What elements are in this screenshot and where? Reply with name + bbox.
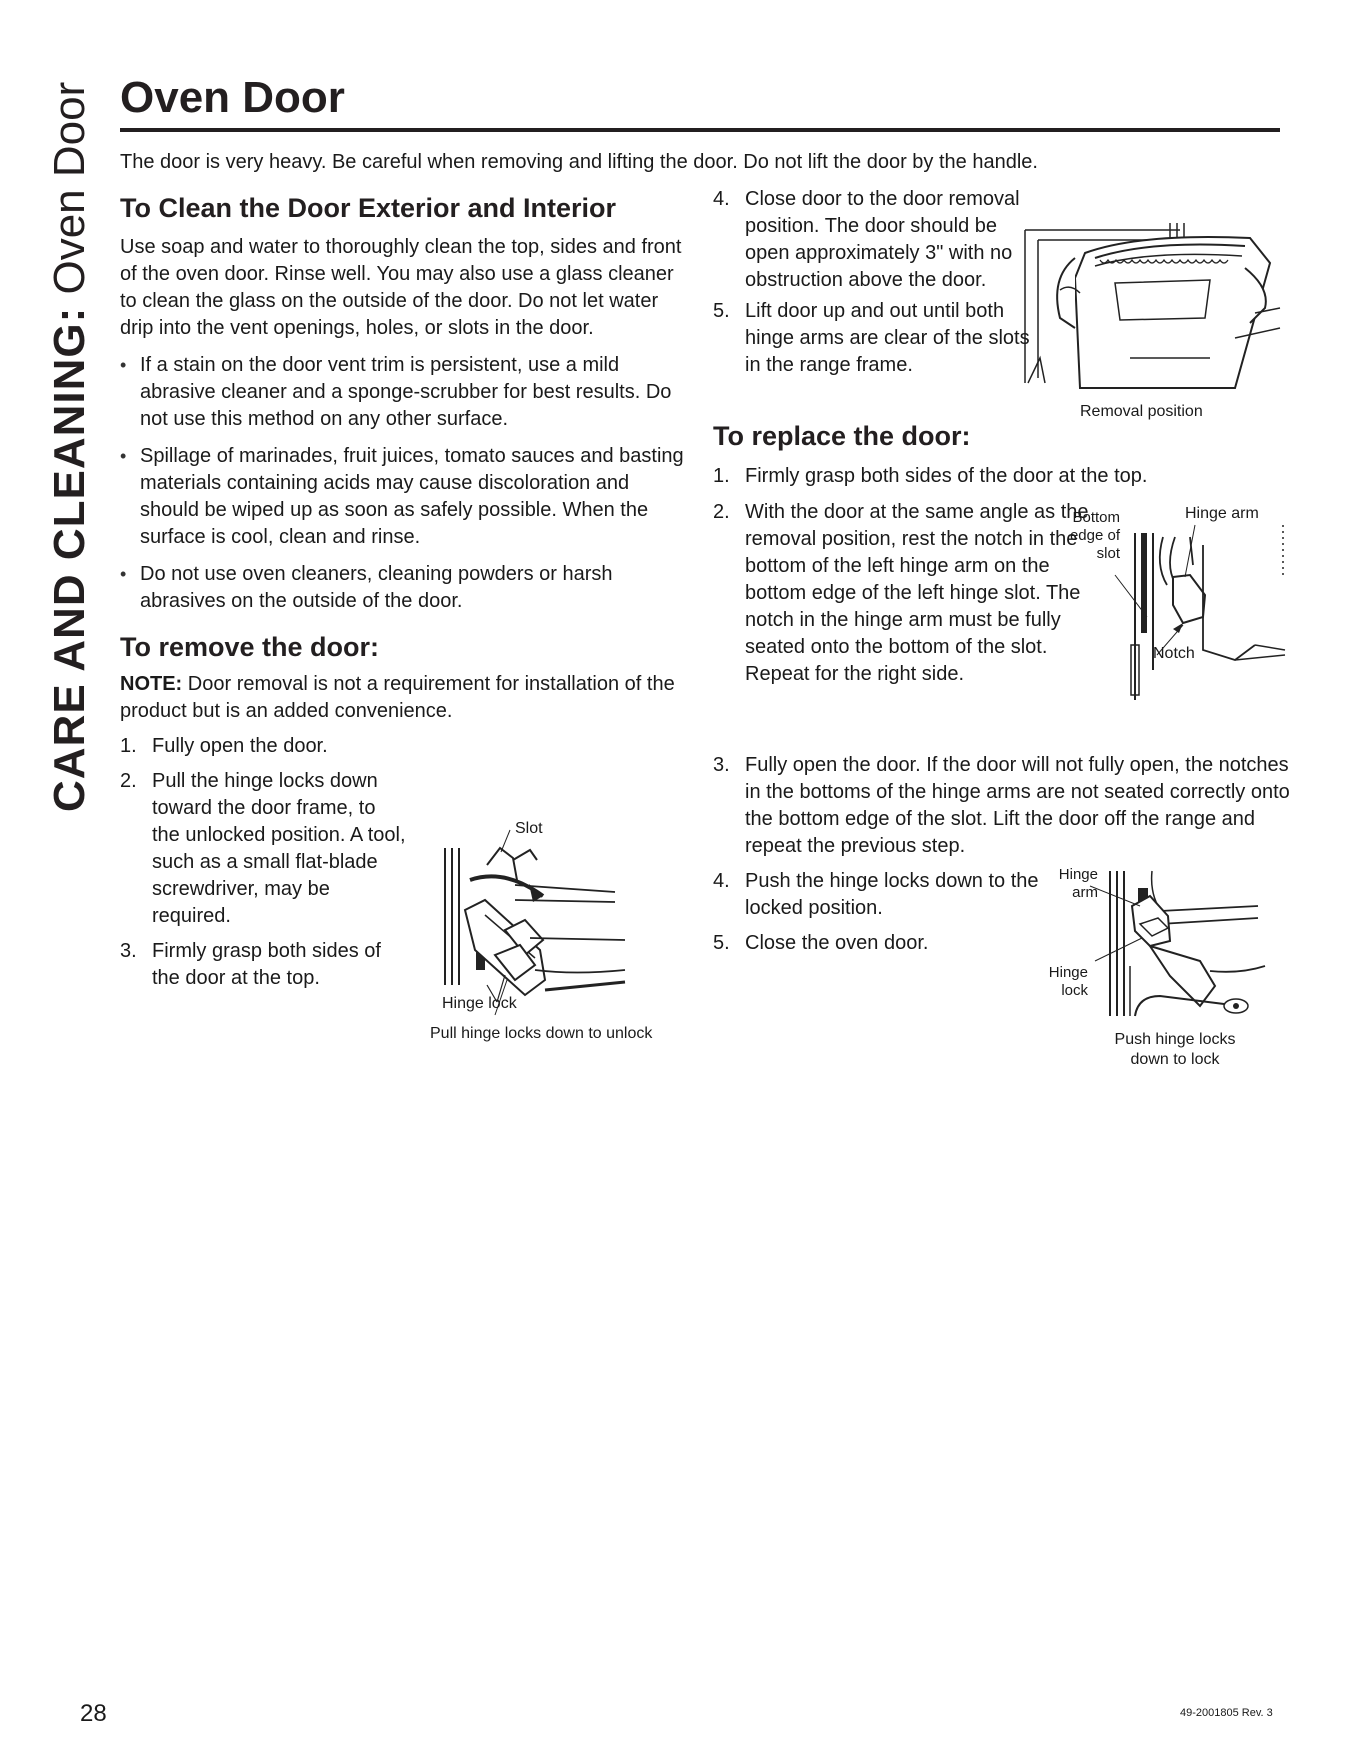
step-text: Fully open the door. If the door will not fully open, the notches in the bottoms of the hinge arms are not seated correctly onto the bottom edge of the slot. Lift the door off the range and repeat the previous step. xyxy=(745,754,1290,857)
note-text: Door removal is not a requirement for installation of the product but is an added convenience. xyxy=(120,673,675,722)
label-hinge-arm: Hinge arm xyxy=(1058,866,1098,901)
removal-illustration xyxy=(1020,218,1280,388)
clean-bullet: • If a stain on the door vent trim is persistent, use a mild abrasive cleaner and a sponge-scrubber for best results. Do not use this method on any other surface. xyxy=(120,352,692,433)
note-label: NOTE: xyxy=(120,673,183,695)
step-text: Fully open the door. xyxy=(152,735,328,757)
replace-step xyxy=(713,463,1305,490)
label-bottom-edge: Bottom edge of slot xyxy=(1069,509,1120,562)
figure-notch xyxy=(1055,505,1285,705)
step-number: 3. xyxy=(713,754,730,776)
step-number: 5. xyxy=(713,932,730,954)
figure-removal xyxy=(1020,218,1280,428)
step-number: 2. xyxy=(713,501,730,523)
step-number: 3. xyxy=(120,940,137,962)
clean-bullets xyxy=(120,352,692,615)
document-code: 49-2001805 Rev. 3 xyxy=(1180,1707,1273,1719)
clean-bullet: • Spillage of marinades, fruit juices, tomato sauces and basting materials containing acids may cause discoloration and should be wiped up as soon as safely possible. When the surface is cool, clean and rinse. xyxy=(120,443,692,551)
step-number: 4. xyxy=(713,188,730,210)
figure-unlock xyxy=(425,820,695,1050)
intro-warning: The door is very heavy. Be careful when removing and lifting the door. Do not lift the door by the handle. xyxy=(120,151,1038,173)
figure-lock xyxy=(1040,866,1280,1076)
replace-step xyxy=(713,868,1075,922)
remove-step xyxy=(120,733,692,760)
remove-step xyxy=(120,938,408,992)
step-text: Lift door up and out until both hinge arms are clear of the slots in the range frame. xyxy=(745,300,1030,376)
title-rule xyxy=(120,128,1280,132)
caption-removal: Removal position xyxy=(1080,403,1203,420)
step-text: Push the hinge locks down to the locked position. xyxy=(745,870,1039,919)
step-text: Pull the hinge locks down toward the door frame, to the unlocked position. A tool, such as a small flat-blade screwdriver, may be required. xyxy=(152,770,406,927)
page-title: Oven Door xyxy=(120,73,345,122)
step-text: Firmly grasp both sides of the door at the top. xyxy=(745,465,1148,487)
remove-note xyxy=(120,671,692,725)
side-tab-bold: CARE AND CLEANING: xyxy=(45,306,94,812)
clean-heading: To Clean the Door Exterior and Interior xyxy=(120,193,617,223)
replace-step xyxy=(713,752,1305,860)
side-tab-light: Oven Door xyxy=(45,81,94,295)
label-slot: Slot xyxy=(515,820,543,837)
step-number: 1. xyxy=(713,465,730,487)
label-hinge-lock: Hinge lock xyxy=(442,995,517,1012)
label-hinge-lock: Hinge lock xyxy=(1048,964,1088,999)
remove-heading: To remove the door: xyxy=(120,632,380,662)
step-text: Firmly grasp both sides of the door at the top. xyxy=(152,940,381,989)
replace-step xyxy=(713,499,1107,688)
step-number: 1. xyxy=(120,735,137,757)
replace-step xyxy=(713,930,1075,957)
remove-step xyxy=(713,298,1045,379)
step-number: 4. xyxy=(713,870,730,892)
step-text: Close door to the door removal position. The door should be open approximately 3" with no obstruction above the door. xyxy=(745,188,1020,291)
remove-step xyxy=(120,768,408,930)
step-number: 2. xyxy=(120,770,137,792)
step-text: With the door at the same angle as the removal position, rest the notch in the bottom of the left hinge arm on the bottom edge of the left hinge slot. The notch in the hinge arm must be fully seated onto the bottom of the slot. Repeat for the right side. xyxy=(745,501,1089,685)
caption-lock: Push hinge locks down to lock xyxy=(1114,1031,1236,1068)
replace-heading: To replace the door: xyxy=(713,421,971,451)
caption-unlock: Pull hinge locks down to unlock xyxy=(430,1025,653,1042)
clean-paragraph: Use soap and water to thoroughly clean the top, sides and front of the oven door. Rinse well. You may also use a glass cleaner to clean the glass on the outside of the door. Do not let water drip into the vent openings, holes, or slots in the door. xyxy=(120,236,682,339)
side-tab xyxy=(36,60,92,820)
step-number: 5. xyxy=(713,300,730,322)
step-text: Close the oven door. xyxy=(745,932,929,954)
label-hinge-arm: Hinge arm xyxy=(1185,505,1259,522)
side-tab-text xyxy=(42,82,98,812)
clean-bullet: • Do not use oven cleaners, cleaning powders or harsh abrasives on the outside of the door. xyxy=(120,561,692,615)
label-notch: Notch xyxy=(1153,645,1195,662)
page-number: 28 xyxy=(80,1700,107,1727)
